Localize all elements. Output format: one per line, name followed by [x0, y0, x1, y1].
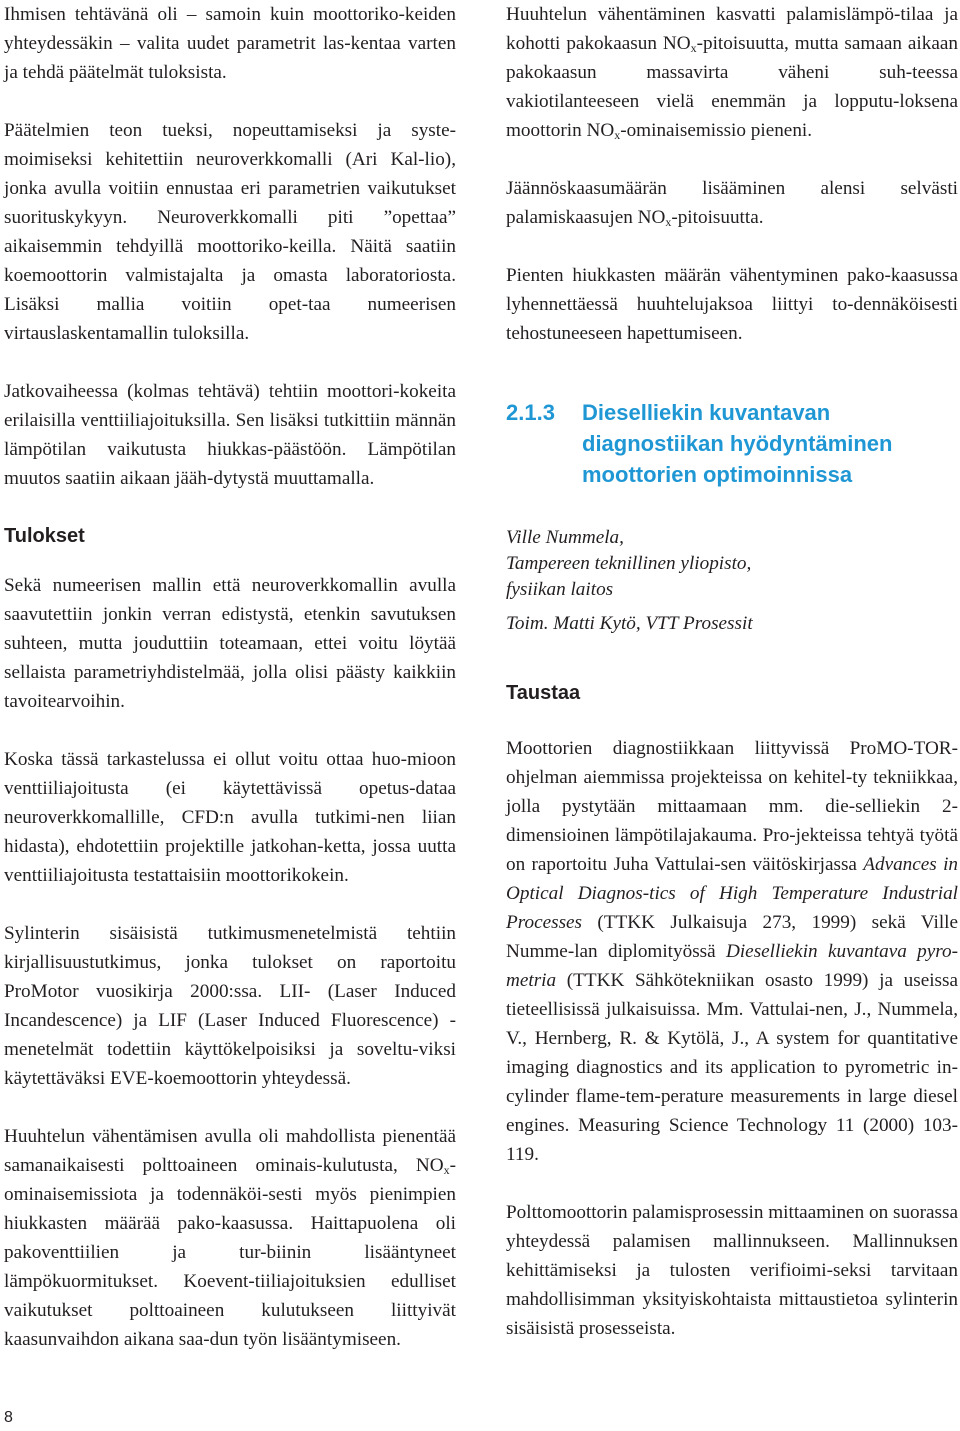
- text-run: -ominaisemissiota ja todennäköi-sesti myös pienimpien hiukkasten määrää pako-kaasussa. Haittapuolena oli pakoventtiilien ja tur-biinin lisääntyneet lämpökuormitukset. Koevent-tiiliajoituksien edulliset vaikutukset polttoaineen kulutukseen liittyivät kaasunvaihdon aikana saa-dun työn lisääntymiseen.: [4, 1155, 456, 1350]
- author-block: [506, 525, 958, 637]
- italic-title: Advances in Optical Diagnos-tics of High Temperature Industrial Processes: [506, 854, 958, 933]
- text-run: Jäännöskaasumäärän lisääminen alensi selvästi palamiskaasujen NO: [506, 178, 958, 228]
- paragraph: Pienten hiukkasten määrän vähentyminen pako-kaasussa lyhennettäessä huuhtelujaksoa liittyi to-dennäköisesti tehostuneeseen hapettumiseen.: [506, 265, 958, 344]
- section-title-block: [506, 397, 958, 490]
- paragraph: Päätelmien teon tueksi, nopeuttamiseksi ja syste-moimiseksi kehitettiin neuroverkkomalli (Ari Kal-lio), jonka avulla voitiin ennustaa eri parametrien vaikutukset suorituskykyyn. Neuroverkkomalli piti ”opettaa” aikaisemmin tehdyillä moottoriko-keilla. Näitä saatiin koemoottorin valmistajalta ja omasta laboratoriosta. Lisäksi mallia voitiin opet-taa numeerisen virtauslaskentamallin tuloksilla.: [4, 120, 456, 344]
- section-heading-taustaa: Taustaa: [506, 682, 581, 704]
- paragraph: [4, 1122, 456, 1354]
- editor-line: Toim. Matti Kytö, VTT Prosessit: [506, 613, 753, 634]
- author-name: Ville Nummela,: [506, 527, 624, 548]
- page-number: 8: [4, 1409, 13, 1426]
- text-run: -pitoisuutta.: [671, 207, 764, 228]
- subscript: x: [443, 1163, 450, 1177]
- text-run: (TTKK Sähkötekniikan osasto 1999) ja useissa tieteellisissä julkaisuissa. Mm. Vattulai-nen, J., Nummela, V., Hernberg, R. & Kytölä, J., A system for quantitative imaging diagnostics and its application to pyrometric in-cylinder flame-tem-perature measurements in large diesel engines. Measuring Science Technology 11 (2000) 103-119.: [506, 970, 958, 1165]
- section-number: 2.1.3: [506, 400, 555, 425]
- author-department: fysiikan laitos: [506, 579, 614, 600]
- subscript: x: [690, 41, 697, 55]
- text-run: -ominaisemissio pieneni.: [620, 120, 813, 141]
- paragraph: Jatkovaiheessa (kolmas tehtävä) tehtiin moottori-kokeita erilaisilla venttiiliajoituksilla. Sen lisäksi tutkittiin männän lämpötilan vaikutusta hiukkas-päästöön. Lämpötilan muutos saatiin aikaan jääh-dytystä muuttamalla.: [4, 381, 456, 489]
- paragraph: [506, 0, 958, 145]
- paragraph: [506, 174, 958, 232]
- section-heading-tulokset: Tulokset: [4, 525, 85, 547]
- author-affiliation: Tampereen teknillinen yliopisto,: [506, 553, 752, 574]
- text-run: Huuhtelun vähentäminen kasvatti palamislämpö-tilaa ja kohotti pakokaasun NO: [506, 4, 958, 54]
- text-run: Moottorien diagnostiikkaan liittyvissä ProMO-TOR-ohjelman aiemmissa projekteissa on kehitel-ty tekniikkaa, jolla pystytään mittaamaan mm. die-selliekin 2-dimensioinen lämpötilajakauma. Pro-jekteissa tehtyä työtä on raportoitu Juha Vattulai-sen väitöskirjassa: [506, 738, 958, 875]
- paragraph: Koska tässä tarkastelussa ei ollut voitu ottaa huo-mioon venttiiliajoitusta (ei käytettävissä opetus-dataa neuroverkkomallille, CFD:n avulla tutkimi-nen liian hidasta), ehdotettiin projektille jatkohan-ketta, jossa uutta venttiiliajoitusta testattaisiin moottorikokein.: [4, 749, 456, 886]
- left-column: [4, 0, 456, 1383]
- subscript: x: [614, 128, 621, 142]
- text-run: -pitoisuutta, mutta samaan aikaan pakokaasun massavirta väheni suh-teessa vakiotilanteeseen vielä enemmän ja lopputu-loksena moottorin NO: [506, 33, 958, 141]
- paragraph: Sekä numeerisen mallin että neuroverkkomallin avulla saavutettiin jonkin verran edistystä, etenkin savutuksen suhteen, mutta jouduttiin toteamaan, ettei voitu löytää sellaista parametriyhdistelmää, jolla olisi päästy kaikkiin tavoitearvoihin.: [4, 575, 456, 712]
- paragraph: [506, 734, 958, 1169]
- text-run: Huuhtelun vähentämisen avulla oli mahdollista pienentää samanaikaisesti polttoaineen ominais-kulutusta, NO: [4, 1126, 456, 1176]
- section-title: Dieselliekin kuvantavan diagnostiikan hyödyntäminen moottorien optimoinnissa: [582, 400, 893, 487]
- subscript: x: [665, 215, 672, 229]
- right-column: [506, 0, 958, 1372]
- text-run: (TTKK Julkaisuja 273, 1999) sekä Ville Numme-lan diplomityössä: [506, 912, 958, 962]
- italic-title: Dieselliekin kuvantava pyro-metria: [506, 941, 958, 991]
- paragraph: Ihmisen tehtävänä oli – samoin kuin moottoriko-keiden yhteydessäkin – valita uudet parametrit las-kentaa varten ja tehdä päätelmät tuloksista.: [4, 4, 456, 83]
- paragraph: Sylinterin sisäisistä tutkimusmenetelmistä tehtiin kirjallisuustutkimus, jonka tulokset on raportoitu ProMotor vuosikirja 2000:ssa. LII- (Laser Induced Incandescence) ja LIF (Laser Induced Fluorescence) -menetelmät todettiin käyttökelpoisiksi ja soveltu-viksi käytettäväksi EVE-koemoottorin yhteydessä.: [4, 923, 456, 1089]
- paragraph: Polttomoottorin palamisprosessin mittaaminen on suorassa yhteydessä palamisen mallinnukseen. Mallinnuksen kehittämiseksi ja tulosten verifioimi-seksi tarvitaan mahdollisimman yksityiskohtaista mittaustietoa sylinterin sisäisistä prosesseista.: [506, 1202, 958, 1339]
